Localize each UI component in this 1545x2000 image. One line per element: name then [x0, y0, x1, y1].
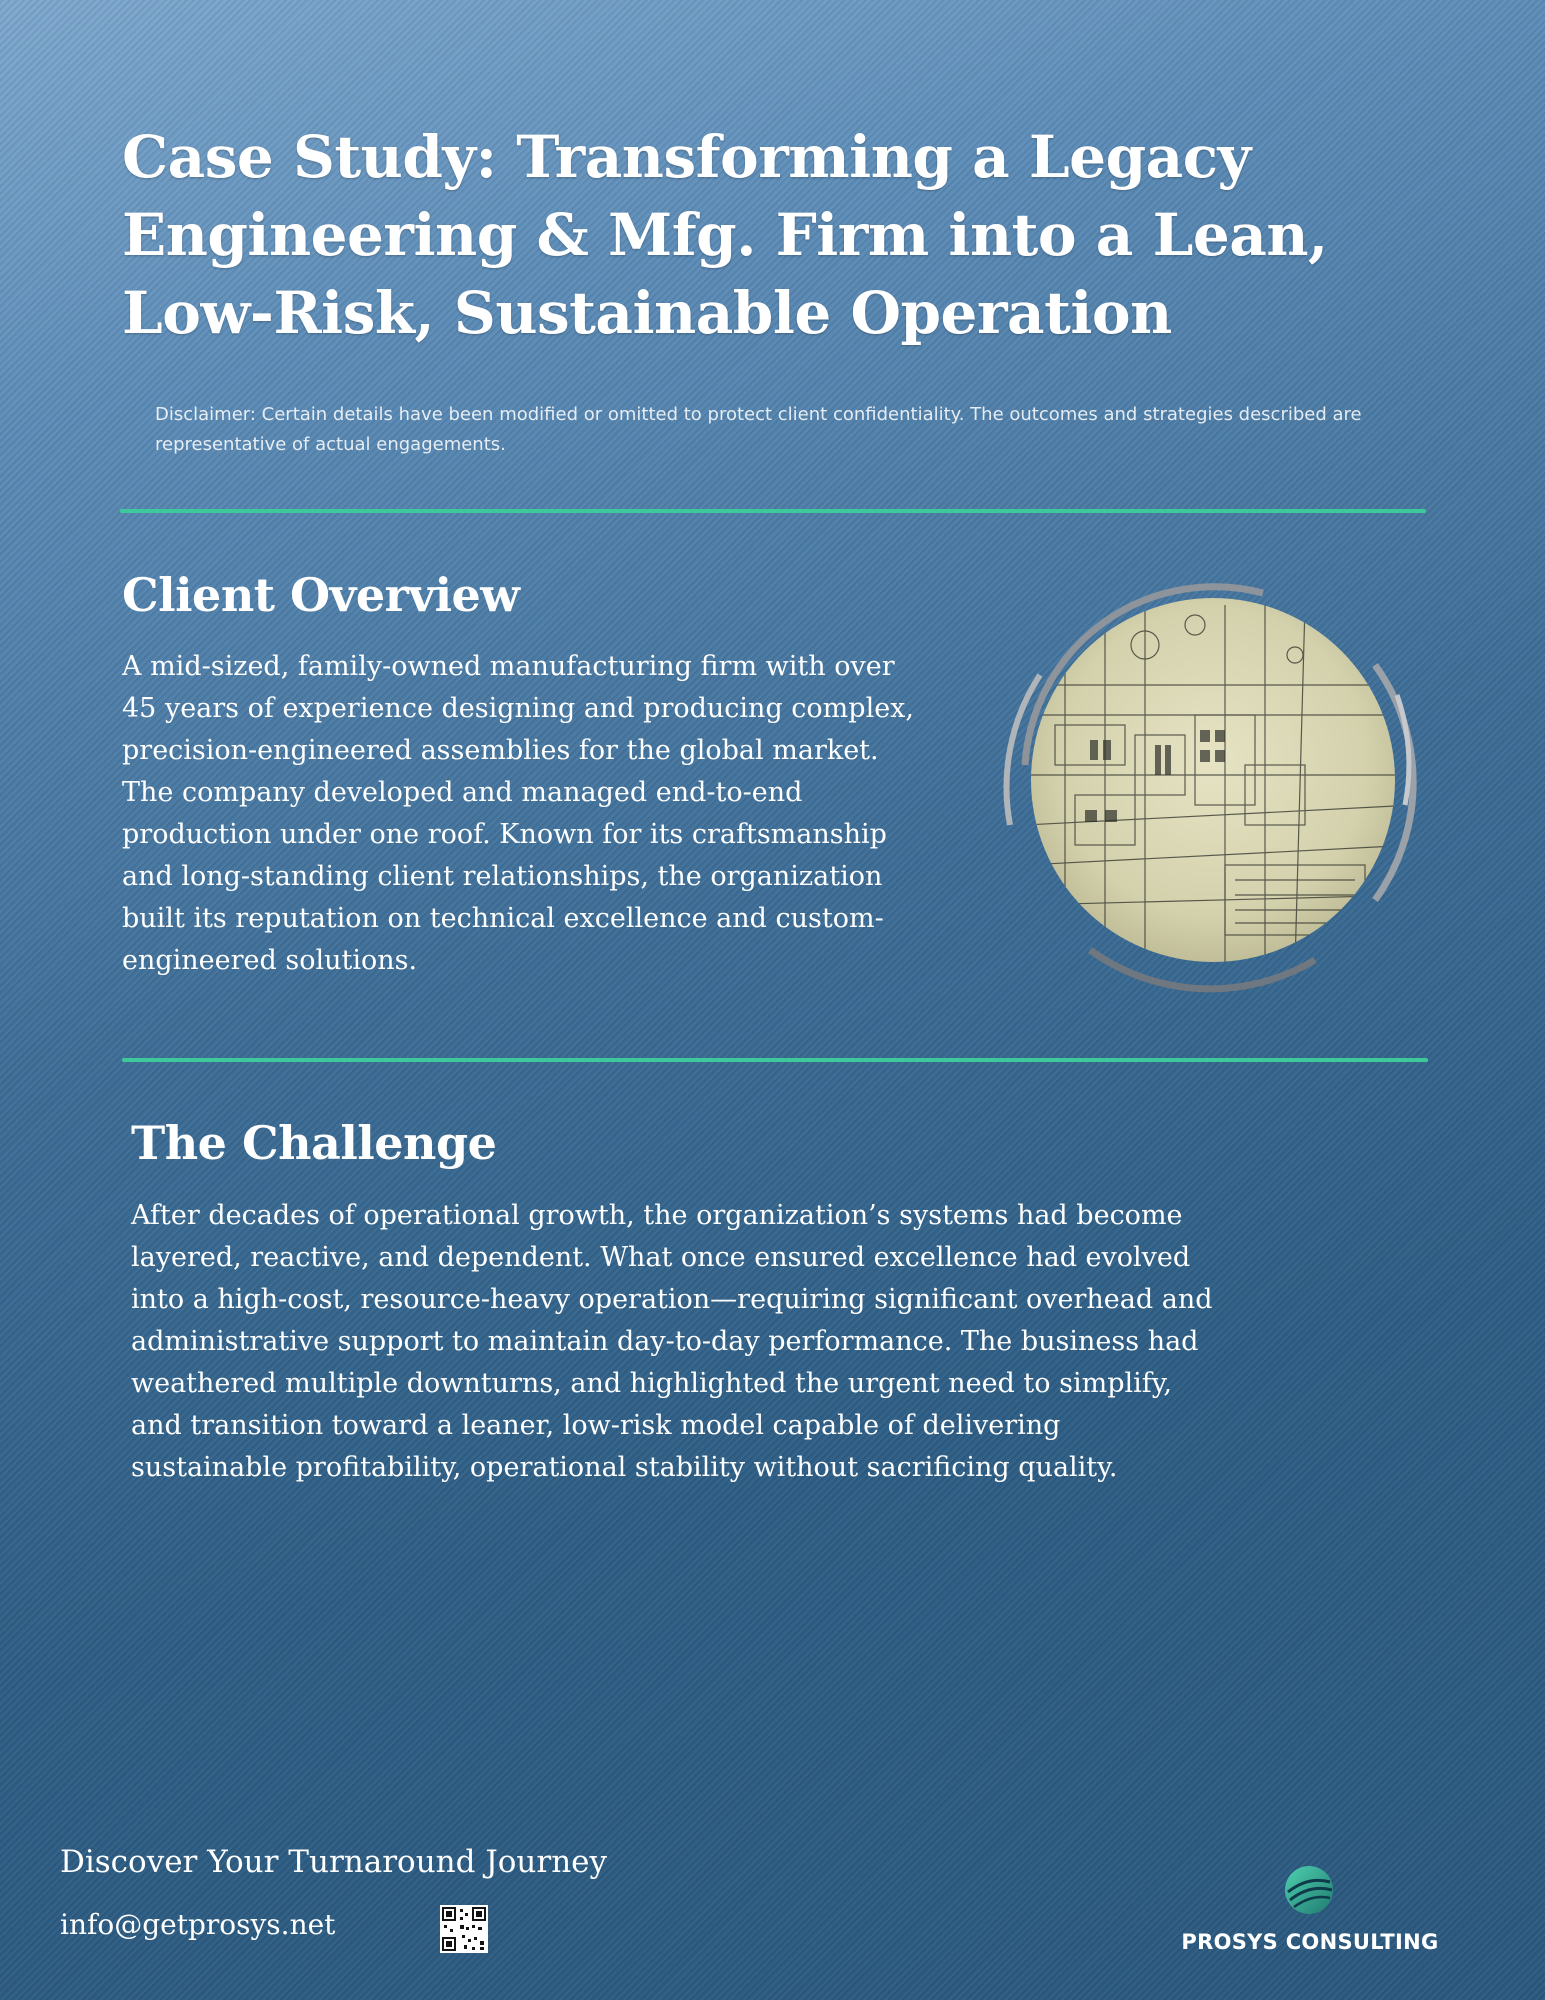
brand-name: PROSYS CONSULTING: [1181, 1930, 1439, 1954]
prosys-logo-icon: [1278, 1862, 1340, 1918]
blueprint-image: [995, 565, 1435, 995]
qr-code-icon[interactable]: [440, 1905, 488, 1953]
section-divider: [122, 1058, 1428, 1062]
footer-email-link[interactable]: info@getprosys.net: [60, 1908, 336, 1941]
page-title: Case Study: Transforming a Legacy Engineering & Mfg. Firm into a Lean, Low-Risk, Sustainable Operation: [122, 123, 1328, 347]
challenge-heading: The Challenge: [131, 1116, 497, 1170]
prosys-logo: [1165, 1862, 1455, 1962]
blueprint-figure: [995, 565, 1435, 995]
footer-cta: Discover Your Turnaround Journey: [60, 1844, 608, 1880]
disclaimer-text: Disclaimer: Certain details have been modified or omitted to protect client confidentiality. The outcomes and strategies described are representative of actual engagements.: [155, 404, 1362, 455]
section-divider: [120, 509, 1426, 513]
client-overview-body: A mid-sized, family-owned manufacturing firm with over 45 years of experience designing and producing complex, precision-engineered assemblies for the global market. The company developed and managed end-to-end production under one roof. Known for its craftsmanship and long-standing client relationships, the organization built its reputation on technical excellence and custom-engineered solutions.: [122, 651, 914, 976]
client-overview-heading: Client Overview: [122, 568, 520, 622]
challenge-body: After decades of operational growth, the organization’s systems had become layered, reactive, and dependent. What once ensured excellence had evolved into a high-cost, resource-heavy operation—requiring significant overhead and administrative support to maintain day-to-day performance. The business had weathered multiple downturns, and highlighted the urgent need to simplify, and transition toward a leaner, low-risk model capable of delivering sustainable profitability, operational stability without sacrificing quality.: [131, 1200, 1213, 1483]
